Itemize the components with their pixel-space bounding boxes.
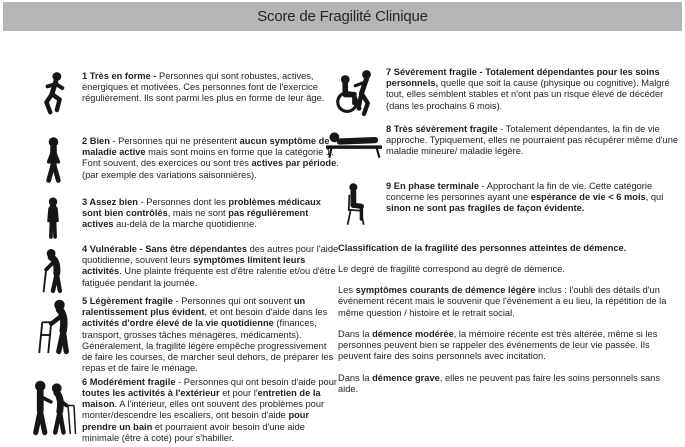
dementia-section-heading: Classification de la fragilité des personnes atteintes de démence. <box>338 243 627 253</box>
person-seated-icon <box>322 181 386 227</box>
left-column <box>24 71 339 444</box>
page-title: Score de Fragilité Clinique <box>257 8 428 25</box>
scale-item <box>24 136 339 184</box>
scale-item-text: 6 Modérément fragile - Personnes qui ont besoin d'aide pour toutes les activités à l'extérieur et pour l'entretien de la maison. A l'intérieur, elles ont souvent des problèmes pour monter/descendre les escaliers, ont besoin d'aide pour prendre un bain et pourraient avoir besoin d'une aide minimale (être à coté) pour s'habiller. <box>82 376 337 443</box>
scale-item <box>24 197 339 239</box>
person-with-walker-icon <box>24 296 82 356</box>
scale-item <box>24 296 339 375</box>
scale-item <box>322 67 684 117</box>
wheelchair-person-icon <box>322 67 386 117</box>
scale-item-text: 3 Assez bien - Personnes dont les problèmes médicaux sont bien contrôlés, mais ne sont pas régulièrement actives au-delà de la marche quotidienne. <box>82 197 321 230</box>
standing-person-icon <box>24 197 82 239</box>
scale-item-text: 5 Légèrement fragile - Personnes qui ont souvent un ralentissement plus évident, et ont besoin d'aide dans les activités d'ordre élevé de la vie quotidienne (finances, transport, grosses tâches ménagères, médicaments). Généralement, la fragilité légère empêche progressivement de faire les courses, de marcher seul dehors, de préparer les repas et de faire le ménage. <box>82 296 334 374</box>
dementia-paragraph: Le degré de fragilité correspond au degré de démence. <box>338 264 565 274</box>
person-with-cane-icon <box>24 244 82 294</box>
person-in-bed-icon <box>322 124 386 159</box>
scale-item-text: 4 Vulnérable - Sans être dépendantes des autres pour l'aide quotidienne, souvent leurs symptômes limitent leurs activités. Une plainte fréquente est d'être ralentie et/ou d'être fatiguée pendant la journée. <box>82 244 339 288</box>
dementia-paragraph: Dans la démence grave, elles ne peuvent pas faire les soins personnels sans aide. <box>338 372 660 394</box>
dementia-paragraph: Les symptômes courants de démence légère inclus : l'oubli des détails d'un événement récent mais le souvenir que l'événement a eu lieu, la répétition de la même question / histoire et le retrait social. <box>338 285 667 318</box>
scale-item <box>322 124 684 159</box>
scale-item <box>24 377 339 444</box>
right-column-items <box>322 67 684 227</box>
dementia-paragraphs <box>338 264 676 395</box>
title-bar <box>3 2 682 31</box>
walking-person-icon <box>24 136 82 184</box>
scale-item-text: 7 Sévèrement fragile - Totalement dépendantes pour les soins personnels, quelle que soit la cause (physique ou cognitive). Malgré tout, elles semblent stables et n'ont pas un risque élevé de décéder (dans les prochains 6 mois). <box>386 67 670 111</box>
scale-item-text: 1 Très en forme - Personnes qui sont robustes, actives, énergiques et motivées. Ces personnes font de l'exercice régulièrement. Ils sont parmi les plus en forme de leur âge. <box>82 71 325 104</box>
scale-item <box>24 71 339 115</box>
runner-icon <box>24 71 82 115</box>
right-column <box>322 67 684 405</box>
scale-item <box>322 181 684 227</box>
scale-item-text: 8 Très sévèrement fragile - Totalement dépendantes, la fin de vie approche. Typiquement, elles ne pourraient pas récupérer même d'une maladie mineure/ maladie légère. <box>386 124 679 157</box>
dementia-section <box>338 243 676 405</box>
dementia-paragraph: Dans la démence modérée, la mémoire récente est très altérée, même si les personnes peuvent bien se rappeler des événements de leur vie passée. Ils peuvent faire des soins personnels avec incitation. <box>338 328 658 362</box>
scale-item-text: 2 Bien - Personnes qui ne présentent aucun symptôme de maladie active mais sont moins en forme que la catégorie 1. Font souvent, des exercices ou sont très actives par période. (par exemple des variations saisonnières). <box>82 136 339 180</box>
scale-item <box>24 244 339 294</box>
caregiver-assisting-person-icon <box>24 377 82 437</box>
scale-item-text: 9 En phase terminale - Approchant la fin de vie. Cette catégorie concerne les personnes ayant une espérance de vie < 6 mois, qui sinon ne sont pas fragiles de façon évidente. <box>386 181 664 214</box>
